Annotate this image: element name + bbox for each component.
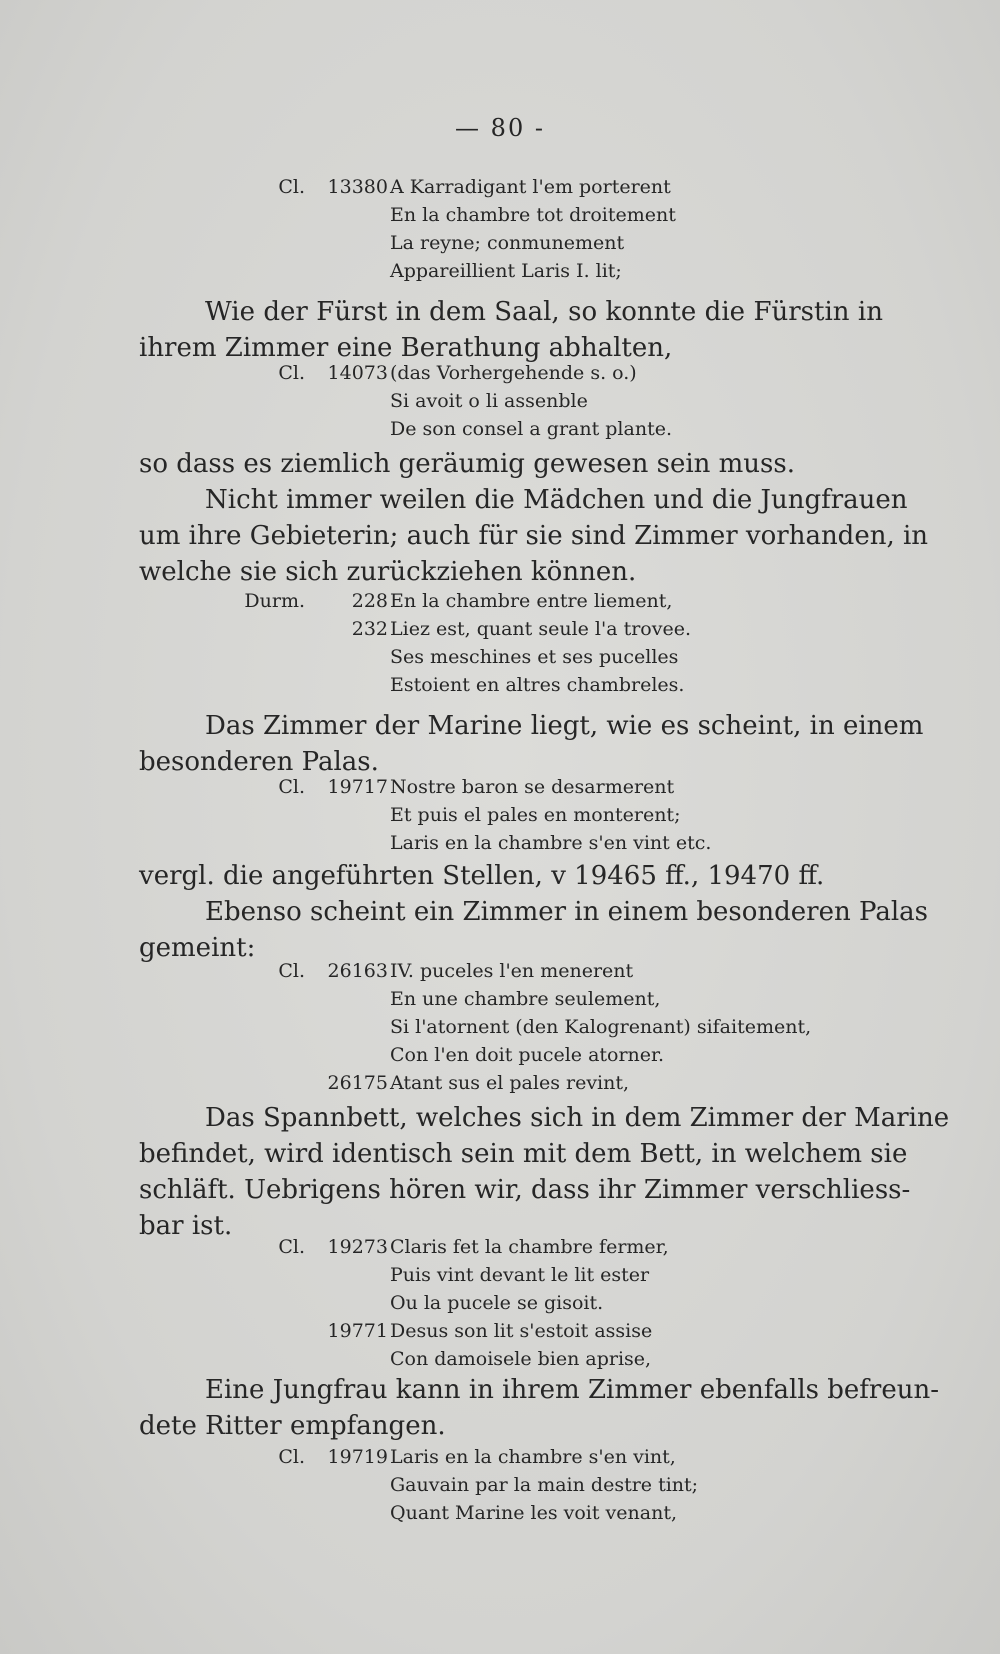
verse-text: Ses meschines et ses pucelles	[390, 646, 679, 668]
verse-quote-4	[0, 776, 1000, 860]
verse-quote-2	[0, 362, 1000, 446]
text-line: Eine Jungfrau kann in ihrem Zimmer ebenfalls befreun-	[205, 1375, 939, 1405]
verse-text: Et puis el pales en monterent;	[390, 804, 681, 826]
paragraph-6	[139, 1372, 939, 1444]
verse-line	[0, 260, 1000, 288]
verse-text: En la chambre tot droitement	[390, 204, 676, 226]
verse-number: 13380	[327, 176, 388, 198]
verse-number: 26163	[327, 960, 388, 982]
verse-text: Laris en la chambre s'en vint,	[390, 1446, 676, 1468]
paragraph-2	[139, 446, 929, 590]
verse-text: En une chambre seulement,	[390, 988, 661, 1010]
verse-line	[0, 776, 1000, 804]
page-number: — 80 -	[455, 114, 545, 142]
text-line: bar ist.	[139, 1211, 233, 1241]
verse-number: 14073	[327, 362, 388, 384]
verse-line	[0, 1292, 1000, 1320]
verse-text: Con damoisele bien aprise,	[390, 1348, 652, 1370]
text-line: Das Spannbett, welches sich in dem Zimmer der Marine	[205, 1103, 950, 1133]
verse-text: Gauvain par la main destre tint;	[390, 1474, 699, 1496]
verse-text: Ou la pucele se gisoit.	[390, 1292, 604, 1314]
verse-line	[0, 1502, 1000, 1530]
paragraph-4	[139, 858, 928, 966]
text-line: schläft. Uebrigens hören wir, dass ihr Zimmer verschliess-	[139, 1175, 911, 1205]
verse-quote-6	[0, 1236, 1000, 1376]
verse-line	[0, 418, 1000, 446]
verse-number: 19771	[327, 1320, 388, 1342]
source-label: Cl.	[278, 362, 305, 384]
verse-text: Desus son lit s'estoit assise	[390, 1320, 653, 1342]
verse-text: Puis vint devant le lit ester	[390, 1264, 650, 1286]
verse-text: Atant sus el pales revint,	[390, 1072, 630, 1094]
text-line: Nicht immer weilen die Mädchen und die Jungfrauen	[205, 485, 908, 515]
verse-text: Quant Marine les voit venant,	[390, 1502, 678, 1524]
verse-line	[0, 646, 1000, 674]
verse-number: 19717	[327, 776, 388, 798]
verse-number: 232	[351, 618, 388, 640]
verse-text: Con l'en doit pucele atorner.	[390, 1044, 665, 1066]
verse-line	[0, 590, 1000, 618]
verse-text: A Karradigant l'em porterent	[390, 176, 671, 198]
verse-text: Appareillient Laris I. lit;	[390, 260, 622, 282]
text-line: Ebenso scheint ein Zimmer in einem besonderen Palas	[205, 897, 928, 927]
verse-quote-7	[0, 1446, 1000, 1530]
verse-text: Laris en la chambre s'en vint etc.	[390, 832, 712, 854]
verse-text: Nostre baron se desarmerent	[390, 776, 675, 798]
text-line: gemeint:	[139, 933, 256, 963]
verse-line	[0, 390, 1000, 418]
verse-line	[0, 832, 1000, 860]
text-line: um ihre Gebieterin; auch für sie sind Zimmer vorhanden, in	[139, 521, 929, 551]
text-line: ihrem Zimmer eine Berathung abhalten,	[139, 333, 673, 363]
verse-text: Claris fet la chambre fermer,	[390, 1236, 669, 1258]
verse-text: Liez est, quant seule l'a trovee.	[390, 618, 692, 640]
verse-text: IV. puceles l'en menerent	[390, 960, 634, 982]
verse-text: En la chambre entre liement,	[390, 590, 673, 612]
source-label: Durm.	[244, 590, 305, 612]
text-line: so dass es ziemlich geräumig gewesen sein muss.	[139, 449, 796, 479]
source-label: Cl.	[278, 776, 305, 798]
verse-number: 26175	[327, 1072, 388, 1094]
verse-quote-3	[0, 590, 1000, 702]
verse-line	[0, 804, 1000, 832]
source-label: Cl.	[278, 176, 305, 198]
source-label: Cl.	[278, 960, 305, 982]
verse-number: 19273	[327, 1236, 388, 1258]
text-line: vergl. die angeführten Stellen, v 19465 ff., 19470 ff.	[139, 861, 825, 891]
paragraph-5	[139, 1100, 950, 1244]
verse-line	[0, 204, 1000, 232]
verse-line	[0, 618, 1000, 646]
verse-text: Si avoit o li assenble	[390, 390, 588, 412]
text-line: besonderen Palas.	[139, 747, 379, 777]
verse-line	[0, 176, 1000, 204]
verse-line	[0, 232, 1000, 260]
verse-line	[0, 1072, 1000, 1100]
verse-text: De son consel a grant plante.	[390, 418, 672, 440]
verse-line	[0, 674, 1000, 702]
verse-line	[0, 1236, 1000, 1264]
verse-line	[0, 362, 1000, 390]
verse-line	[0, 960, 1000, 988]
text-line: Das Zimmer der Marine liegt, wie es scheint, in einem	[205, 711, 924, 741]
verse-line	[0, 1016, 1000, 1044]
verse-text: (das Vorhergehende s. o.)	[390, 362, 637, 384]
verse-text: Estoient en altres chambreles.	[390, 674, 685, 696]
source-label: Cl.	[278, 1446, 305, 1468]
source-label: Cl.	[278, 1236, 305, 1258]
verse-text: Si l'atornent (den Kalogrenant) sifaitement,	[390, 1016, 812, 1038]
verse-line	[0, 1320, 1000, 1348]
verse-text: La reyne; conmunement	[390, 232, 625, 254]
text-line: Wie der Fürst in dem Saal, so konnte die Fürstin in	[205, 297, 883, 327]
verse-line	[0, 1264, 1000, 1292]
text-line: welche sie sich zurückziehen können.	[139, 557, 637, 587]
verse-line	[0, 1474, 1000, 1502]
paragraph-1	[139, 294, 883, 366]
verse-quote-1	[0, 176, 1000, 288]
verse-number: 228	[351, 590, 388, 612]
verse-line	[0, 988, 1000, 1016]
paragraph-3	[139, 708, 924, 780]
verse-line	[0, 1446, 1000, 1474]
verse-number: 19719	[327, 1446, 388, 1468]
text-line: dete Ritter empfangen.	[139, 1411, 446, 1441]
verse-line	[0, 1044, 1000, 1072]
verse-quote-5	[0, 960, 1000, 1100]
text-line: befindet, wird identisch sein mit dem Bett, in welchem sie	[139, 1139, 908, 1169]
